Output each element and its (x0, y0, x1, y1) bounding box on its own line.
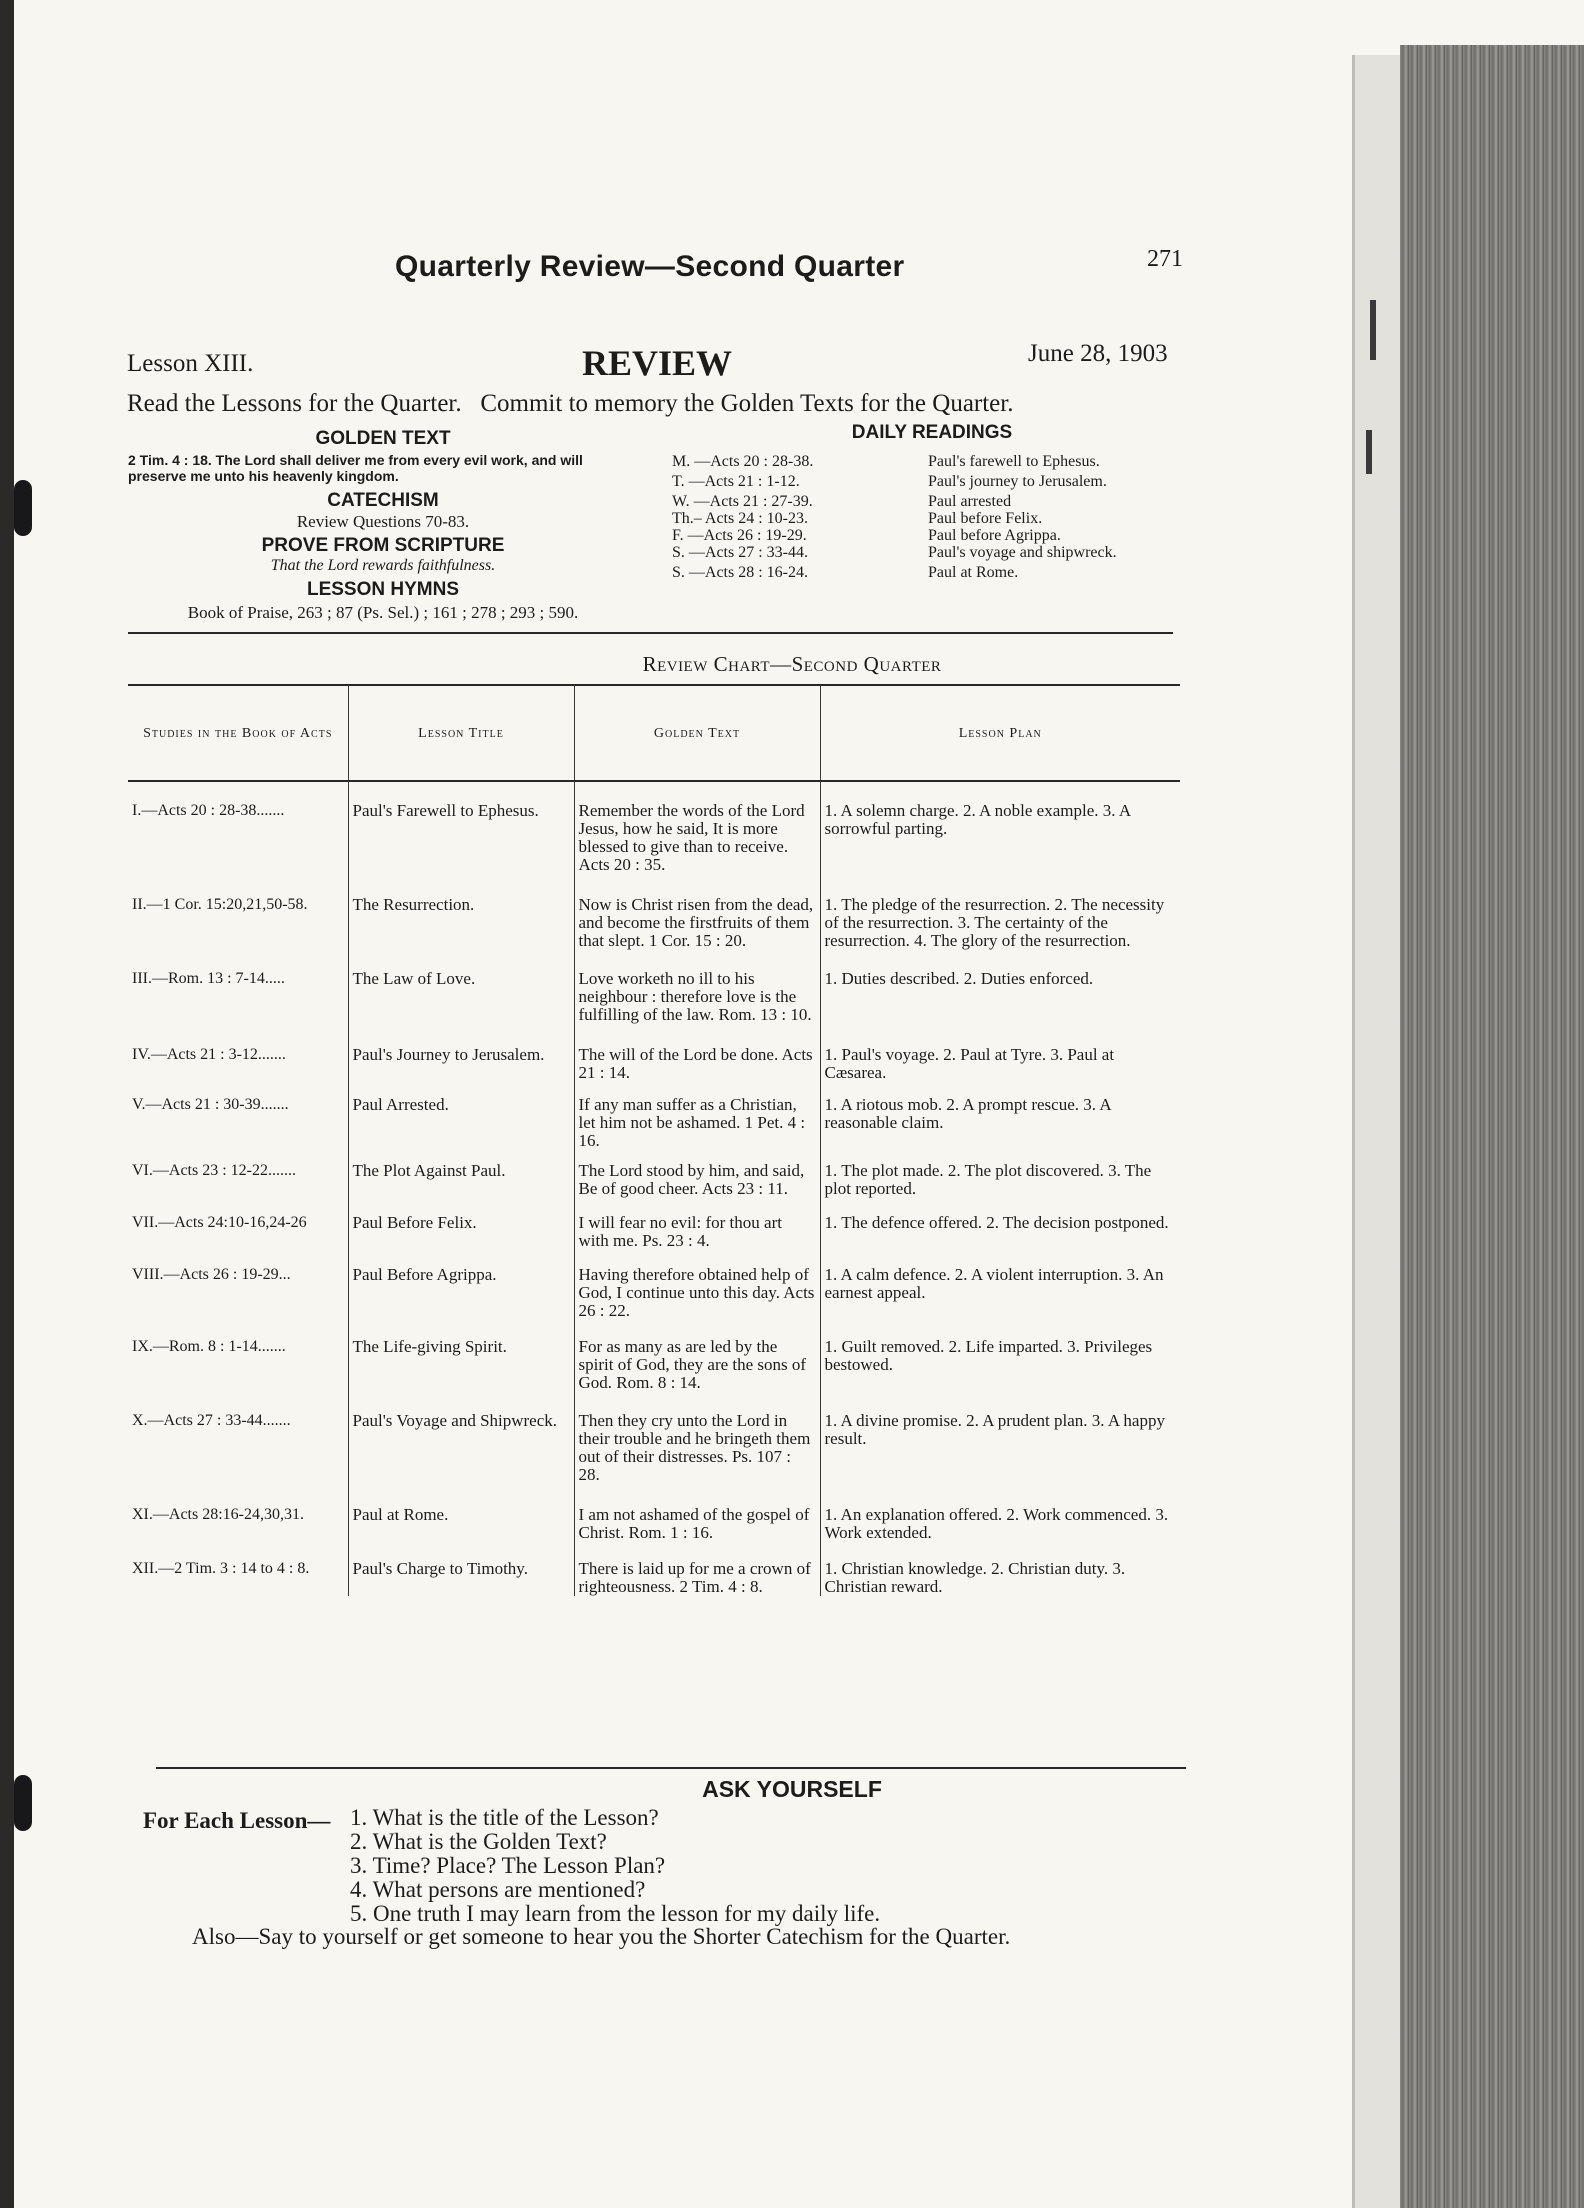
lesson-date: June 28, 1903 (1028, 340, 1168, 367)
table-row (128, 1214, 1180, 1250)
review-chart-table (128, 684, 1180, 1596)
reading-desc: Paul at Rome. (928, 564, 1019, 581)
table-row (128, 896, 1180, 950)
prove-text: That the Lord rewards faithfulness. (270, 557, 496, 574)
reading-row (672, 453, 1192, 470)
ask-item: 3. Time? Place? The Lesson Plan? (350, 1853, 666, 1878)
reading-ref: W. —Acts 21 : 27-39. (672, 493, 813, 510)
reading-row (672, 527, 1192, 544)
cell-lesson-plan: 1. An explanation offered. 2. Work commenced. 3. Work extended. (824, 1505, 1169, 1542)
ask-item: 5. One truth I may learn from the lesson for my daily life. (350, 1901, 881, 1926)
ask-list (350, 1806, 880, 1926)
table-row (128, 1046, 1180, 1082)
hymns-heading: LESSON HYMNS (306, 579, 460, 600)
reading-row (672, 510, 1192, 527)
table-header-row (128, 685, 1180, 781)
binding-hole (14, 480, 32, 536)
cell-lesson-title: Paul Before Agrippa. (348, 1266, 574, 1320)
cell-golden-text: The will of the Lord be done. Acts 21 : 14. (574, 1046, 820, 1082)
instruction-line: Read the Lessons for the Quarter. Commit to memory the Golden Texts for the Quarter. (127, 390, 1014, 417)
ask-item: 4. What persons are mentioned? (350, 1877, 646, 1902)
reading-ref: F. —Acts 26 : 19-29. (672, 527, 807, 544)
reading-ref: S. —Acts 28 : 16-24. (672, 564, 808, 581)
cell-golden-text: Love worketh no ill to his neighbour : therefore love is the fulfilling of the law. Rom. 13 : 10. (574, 970, 820, 1024)
reading-desc: Paul before Felix. (928, 510, 1043, 527)
cell-lesson-title: The Law of Love. (348, 970, 574, 1024)
scan-left-edge (0, 0, 14, 2208)
reading-desc: Paul's voyage and shipwreck. (928, 544, 1117, 561)
cell-scripture: II.—1 Cor. 15:20,21,50-58. (128, 896, 348, 950)
spine-mark (1370, 300, 1376, 360)
cell-scripture: X.—Acts 27 : 33-44....... (128, 1412, 348, 1484)
cell-lesson-plan: 1. A divine promise. 2. A prudent plan. 3. A happy result. (824, 1411, 1165, 1448)
cell-golden-text: Now is Christ risen from the dead, and become the firstfruits of them that slept. 1 Cor. 15 : 20. (574, 896, 820, 950)
lesson-heading: REVIEW (582, 343, 733, 383)
cell-scripture: IX.—Rom. 8 : 1-14....... (128, 1338, 348, 1392)
cell-lesson-title: Paul at Rome. (348, 1506, 574, 1542)
cell-golden-text: The Lord stood by him, and said, Be of good cheer. Acts 23 : 11. (574, 1162, 820, 1198)
cell-lesson-plan: 1. The defence offered. 2. The decision postponed. (824, 1213, 1169, 1232)
cell-scripture: V.—Acts 21 : 30-39....... (128, 1096, 348, 1150)
cell-scripture: VII.—Acts 24:10-16,24-26 (128, 1214, 348, 1250)
cell-lesson-plan: 1. A calm defence. 2. A violent interruption. 3. An earnest appeal. (824, 1265, 1164, 1302)
daily-readings (672, 422, 1192, 581)
reading-desc: Paul arrested (928, 493, 1012, 510)
cell-lesson-title: The Life-giving Spirit. (348, 1338, 574, 1392)
reading-desc: Paul's farewell to Ephesus. (928, 453, 1100, 470)
cell-lesson-title: Paul's Charge to Timothy. (348, 1560, 574, 1596)
cell-scripture: VIII.—Acts 26 : 19-29... (128, 1266, 348, 1320)
cell-lesson-title: Paul Arrested. (348, 1096, 574, 1150)
cell-scripture: III.—Rom. 13 : 7-14..... (128, 970, 348, 1024)
reading-ref: S. —Acts 27 : 33-44. (672, 544, 808, 561)
cell-lesson-plan: 1. The plot made. 2. The plot discovered. 3. The plot reported. (824, 1161, 1152, 1198)
daily-readings-heading: DAILY READINGS (851, 422, 1013, 443)
cell-golden-text: For as many as are led by the spirit of God, they are the sons of God. Rom. 8 : 14. (574, 1338, 820, 1392)
cell-lesson-title: The Plot Against Paul. (348, 1162, 574, 1198)
golden-text: 2 Tim. 4 : 18. The Lord shall deliver me from every evil work, and will preserve me unto his heavenly kingdom. (128, 452, 583, 484)
reading-desc: Paul before Agrippa. (928, 527, 1061, 544)
reading-ref: M. —Acts 20 : 28-38. (672, 453, 814, 470)
cell-golden-text: There is laid up for me a crown of righteousness. 2 Tim. 4 : 8. (574, 1560, 820, 1596)
reading-ref: T. —Acts 21 : 1-12. (672, 473, 800, 490)
table-row (128, 970, 1180, 1024)
reading-ref: Th.– Acts 24 : 10-23. (672, 510, 808, 527)
review-chart-title: Review Chart—Second Quarter (642, 652, 942, 676)
spine-mark (1366, 430, 1372, 474)
table-row (128, 1412, 1180, 1484)
cell-lesson-title: Paul's Farewell to Ephesus. (348, 802, 574, 874)
header-lesson-plan: Lesson Plan (820, 685, 1180, 781)
golden-text-heading: GOLDEN TEXT (315, 428, 451, 449)
cell-lesson-title: The Resurrection. (348, 896, 574, 950)
table-row (128, 1338, 1180, 1392)
reading-row (672, 493, 1192, 510)
cell-golden-text: If any man suffer as a Christian, let him not be ashamed. 1 Pet. 4 : 16. (574, 1096, 820, 1150)
cell-golden-text: I will fear no evil: for thou art with me. Ps. 23 : 4. (574, 1214, 820, 1250)
cell-lesson-title: Paul Before Felix. (348, 1214, 574, 1250)
cell-lesson-plan: 1. The pledge of the resurrection. 2. The necessity of the resurrection. 3. The certainty of the resurrection. 4. The glory of the resurrection. (824, 895, 1165, 950)
cell-scripture: I.—Acts 20 : 28-38....... (128, 802, 348, 874)
table-row (128, 1096, 1180, 1150)
header-lesson-title: Lesson Title (348, 685, 574, 781)
cell-lesson-plan: 1. A riotous mob. 2. A prompt rescue. 3. A reasonable claim. (824, 1095, 1111, 1132)
cell-lesson-plan: 1. Paul's voyage. 2. Paul at Tyre. 3. Paul at Cæsarea. (824, 1045, 1115, 1082)
ask-divider (156, 1767, 1186, 1769)
ask-item: 2. What is the Golden Text? (350, 1829, 607, 1854)
cell-golden-text: I am not ashamed of the gospel of Christ. Rom. 1 : 16. (574, 1506, 820, 1542)
table-row (128, 1162, 1180, 1198)
cell-golden-text: Then they cry unto the Lord in their trouble and he bringeth them out of their distresses. Ps. 107 : 28. (574, 1412, 820, 1484)
left-column (128, 428, 638, 623)
catechism-text: Review Questions 70-83. (296, 512, 470, 531)
reading-row (672, 473, 1192, 490)
cell-scripture: XI.—Acts 28:16-24,30,31. (128, 1506, 348, 1542)
header-golden-text: Golden Text (574, 685, 820, 781)
cell-golden-text: Having therefore obtained help of God, I continue unto this day. Acts 26 : 22. (574, 1266, 820, 1320)
cell-lesson-title: Paul's Journey to Jerusalem. (348, 1046, 574, 1082)
header-studies: Studies in the Book of Acts (128, 685, 348, 781)
cell-lesson-title: Paul's Voyage and Shipwreck. (348, 1412, 574, 1484)
cell-scripture: XII.—2 Tim. 3 : 14 to 4 : 8. (128, 1560, 348, 1596)
cell-lesson-plan: 1. A solemn charge. 2. A noble example. 3. A sorrowful parting. (824, 801, 1131, 838)
cell-golden-text: Remember the words of the Lord Jesus, how he said, It is more blessed to give than to receive. Acts 20 : 35. (574, 802, 820, 874)
catechism-heading: CATECHISM (327, 490, 439, 511)
ask-item: 1. What is the title of the Lesson? (350, 1805, 659, 1830)
lesson-number: Lesson XIII. (127, 350, 254, 377)
ask-lead: For Each Lesson— (143, 1808, 331, 1833)
cell-lesson-plan: 1. Guilt removed. 2. Life imparted. 3. Privileges bestowed. (824, 1337, 1153, 1374)
table-row (128, 802, 1180, 874)
reading-row (672, 544, 1192, 561)
cell-scripture: VI.—Acts 23 : 12-22....... (128, 1162, 348, 1198)
section-divider (128, 632, 1173, 634)
cell-scripture: IV.—Acts 21 : 3-12....... (128, 1046, 348, 1082)
cell-lesson-plan: 1. Christian knowledge. 2. Christian duty. 3. Christian reward. (824, 1559, 1126, 1596)
ask-yourself-heading: ASK YOURSELF (702, 1776, 882, 1802)
reading-desc: Paul's journey to Jerusalem. (928, 473, 1107, 490)
page-edges (1400, 45, 1584, 2208)
table-row (128, 1266, 1180, 1320)
reading-row (672, 564, 1192, 581)
running-title: Quarterly Review—Second Quarter (395, 250, 905, 283)
also-note: Also—Say to yourself or get someone to hear you the Shorter Catechism for the Quarter. (192, 1924, 1011, 1949)
book-spine (1352, 55, 1403, 2208)
page-number: 271 (1147, 246, 1183, 272)
table-row (128, 1506, 1180, 1542)
cell-lesson-plan: 1. Duties described. 2. Duties enforced. (824, 969, 1094, 988)
hymns-text: Book of Praise, 263 ; 87 (Ps. Sel.) ; 161 ; 278 ; 293 ; 590. (187, 603, 579, 622)
table-row (128, 1560, 1180, 1596)
prove-heading: PROVE FROM SCRIPTURE (261, 535, 505, 556)
